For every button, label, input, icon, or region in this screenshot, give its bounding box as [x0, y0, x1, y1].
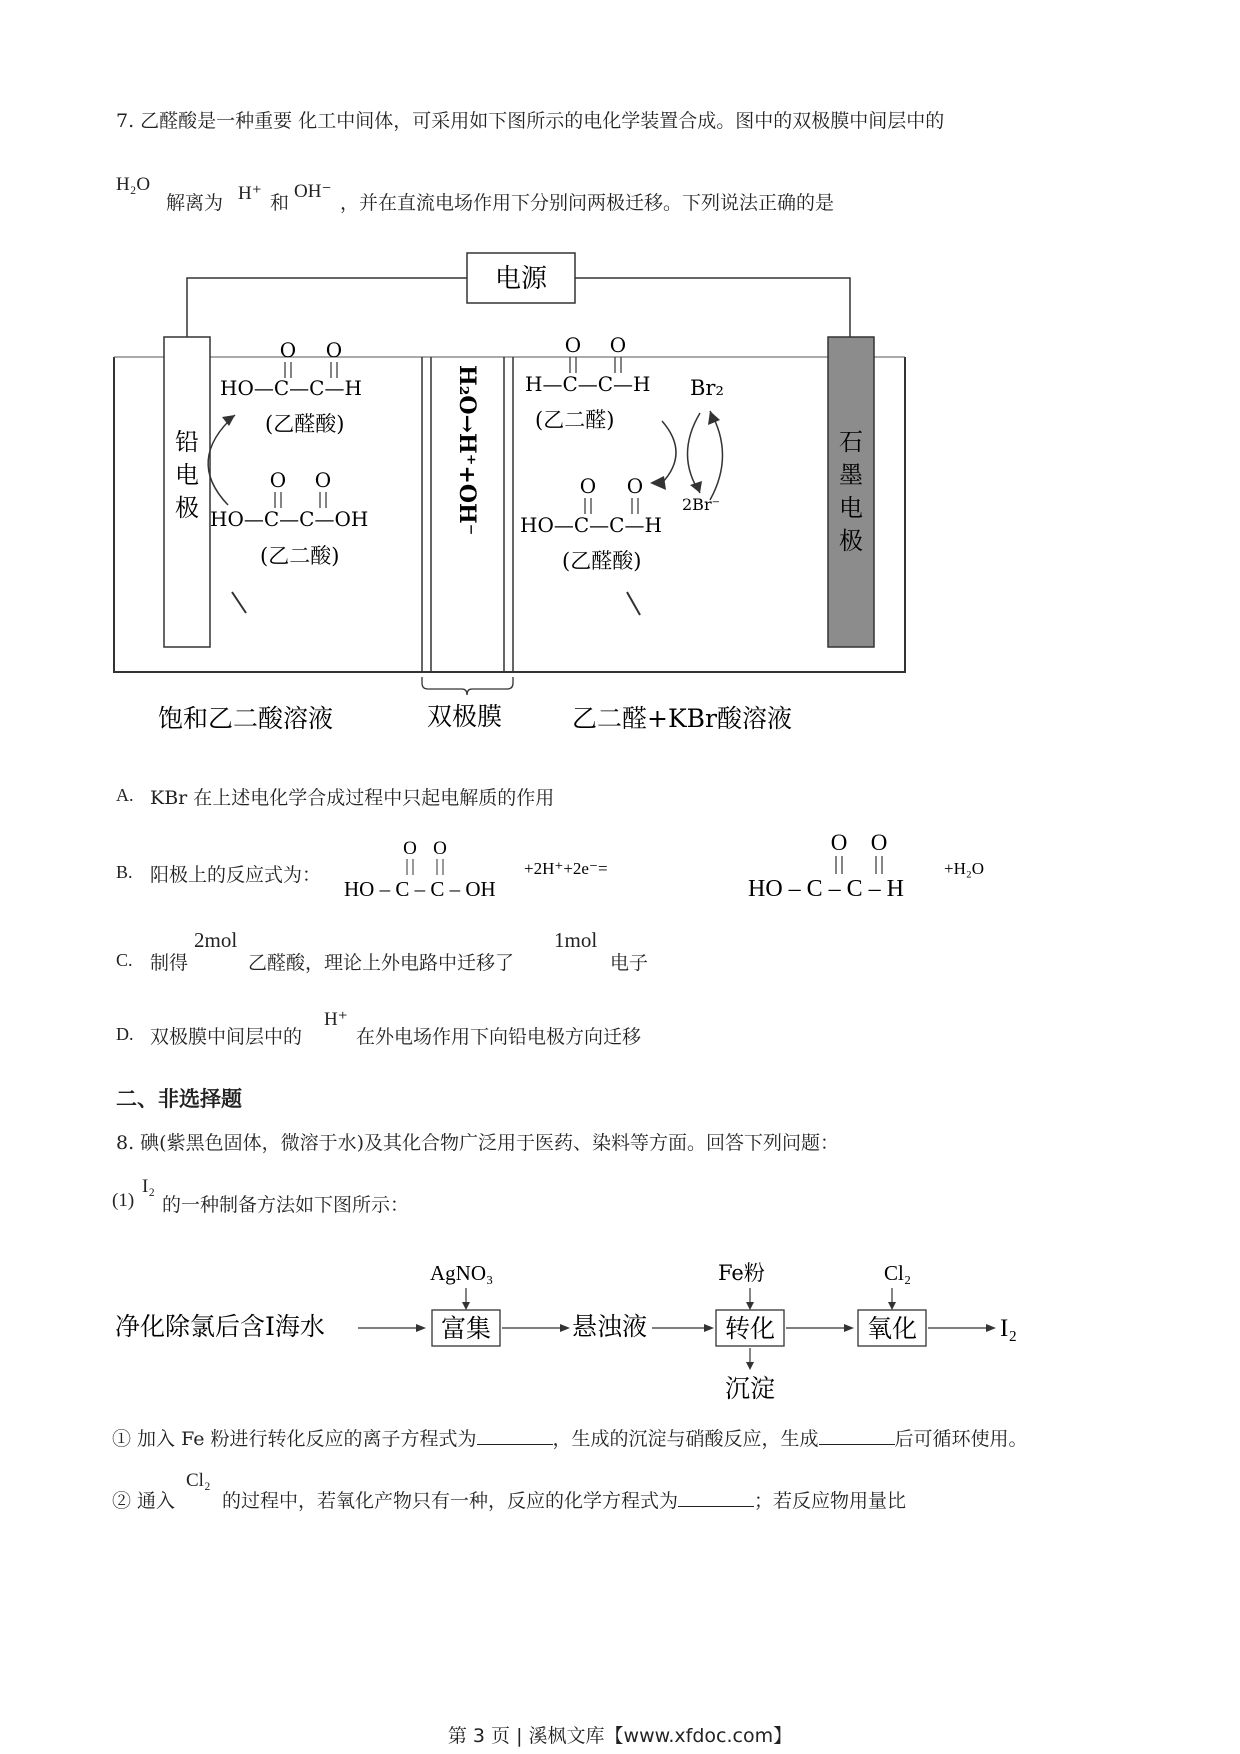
q8-sub1-i2: I₂ — [142, 1176, 155, 1197]
reaction-arrow-head — [690, 481, 702, 493]
br-minus-label: 2Br⁻ — [682, 495, 721, 514]
right-bottom-formula: HO—C—C—H — [520, 513, 662, 537]
reaction-arrow-head — [222, 415, 235, 426]
oxygen-label: O — [870, 832, 888, 855]
q8-line1: 8. 碘(紫黑色固体，微溶于水)及其化合物广泛用于医药、染料等方面。回答下列问题： — [116, 1132, 839, 1154]
reaction-arrow-head — [650, 476, 666, 490]
q8-q2-text1: ② 通入 — [112, 1490, 176, 1512]
option-c — [116, 928, 1116, 974]
q8-sub1 — [112, 1172, 712, 1218]
flow-arrow-head — [986, 1324, 996, 1332]
q7-line2 — [116, 170, 1116, 214]
b-electrons: +2H⁺+2e⁻= — [524, 859, 608, 878]
option-c-text2: 乙醛酸，理论上外电路中迁移了 — [248, 952, 515, 974]
reaction-arrow — [208, 415, 235, 505]
oxygen-label: O — [279, 338, 297, 362]
lead-electrode-char-2: 电 — [175, 461, 199, 489]
membrane-equation: H₂O→H⁺+OH⁻ — [454, 365, 480, 536]
graphite-electrode-char-1: 石 — [839, 428, 863, 456]
graphite-electrode-char-4: 极 — [839, 527, 863, 555]
answer-blank[interactable] — [819, 1426, 895, 1445]
q8-q2-text3: ；若反应物用量比 — [754, 1490, 907, 1512]
flow-arrow-head — [844, 1324, 854, 1332]
q8-sub1-label: (1) — [112, 1190, 135, 1211]
reagent-arrow-head — [462, 1302, 470, 1310]
option-d-text1: 双极膜中间层中的 — [150, 1026, 303, 1048]
flow-suspension: 悬浊液 — [572, 1312, 648, 1341]
answer-blank[interactable] — [678, 1488, 754, 1507]
br2-label: Br₂ — [690, 376, 724, 400]
flow-arrow-head — [416, 1324, 426, 1332]
h2o-formula: H₂O — [116, 174, 151, 195]
option-d-label: D. — [116, 1024, 134, 1044]
option-c-label: C. — [116, 950, 133, 970]
reaction-arrow — [710, 411, 723, 500]
q8-sub1-text: 的一种制备方法如下图所示： — [162, 1194, 410, 1216]
oxygen-label: O — [403, 838, 417, 859]
option-a-label: A. — [116, 785, 134, 805]
graphite-electrode-char-3: 电 — [839, 494, 863, 522]
label-right-solution: 乙二醛+KBr酸溶液 — [572, 704, 792, 733]
oxygen-label: O — [325, 338, 343, 362]
leader-line — [232, 592, 246, 613]
option-b-label: B. — [116, 862, 133, 882]
q8-q2-line — [222, 1486, 906, 1513]
oxygen-label: O — [626, 474, 644, 498]
oxygen-label: O — [269, 468, 287, 492]
q8-q1-text3: 后可循环使用。 — [894, 1428, 1028, 1450]
left-top-name: (乙醛酸) — [265, 412, 345, 436]
reagent-arrow-head — [888, 1302, 896, 1310]
membrane-brace — [422, 677, 513, 695]
wire-right — [575, 278, 850, 337]
option-c-amount2: 1mol — [554, 928, 598, 952]
b-water: +H₂O — [944, 859, 985, 878]
reagent-cl2: Cl₂ — [884, 1261, 912, 1285]
right-bottom-name: (乙醛酸) — [562, 549, 642, 573]
option-b-text: 阳极上的反应式为： — [150, 864, 322, 886]
option-c-text3: 电子 — [610, 952, 649, 974]
option-d-hplus: H⁺ — [324, 1009, 348, 1030]
oxygen-label: O — [564, 333, 582, 357]
electrolysis-diagram — [110, 245, 920, 750]
q7-line1: 7. 乙醛酸是一种重要 化工中间体，可采用如下图所示的电化学装置合成。图中的双极膜中间层中的 — [116, 110, 945, 132]
oh-minus: OH⁻ — [294, 181, 332, 202]
option-d — [116, 1002, 1116, 1048]
q8-q1 — [112, 1424, 1028, 1451]
graphite-electrode — [828, 337, 874, 647]
right-top-name: (乙二醛) — [535, 408, 615, 432]
reagent-fe: Fe粉 — [718, 1261, 765, 1285]
option-d-text2: 在外电场作用下向铅电极方向迁移 — [356, 1026, 642, 1048]
oxygen-label: O — [579, 474, 597, 498]
left-top-formula: HO—C—C—H — [220, 376, 362, 400]
left-bottom-name: (乙二酸) — [260, 544, 340, 568]
option-c-text1: 制得 — [150, 952, 189, 974]
precip-arrow-head — [746, 1362, 754, 1370]
q8-q2-text2: 的过程中，若氧化产物只有一种，反应的化学方程式为 — [222, 1490, 679, 1512]
answer-blank[interactable] — [477, 1426, 553, 1445]
iodine-flow-diagram — [110, 1252, 1070, 1412]
label-left-solution: 饱和乙二酸溶液 — [158, 704, 334, 733]
reaction-arrow-head — [708, 411, 720, 425]
h-plus: H⁺ — [238, 183, 262, 204]
box-oxidize-label: 氧化 — [866, 1314, 918, 1343]
oxygen-label: O — [830, 832, 848, 855]
q8-q1-text1: ① 加入 Fe 粉进行转化反应的离子方程式为 — [112, 1428, 477, 1450]
reaction-arrow — [688, 413, 701, 493]
glyoxylic-acid-formula: HO – C – C – H — [748, 876, 905, 902]
option-b-equation — [344, 832, 1004, 910]
flow-precipitate: 沉淀 — [724, 1374, 776, 1403]
oxalic-acid-formula: HO – C – C – OH — [344, 877, 496, 901]
oxygen-label: O — [609, 333, 627, 357]
section-title: 二、非选择题 — [116, 1086, 242, 1111]
q7-and: 和 — [270, 192, 290, 214]
lead-electrode-char-3: 极 — [175, 494, 199, 522]
power-label: 电源 — [494, 264, 548, 294]
page-footer: 第 3 页 | 溪枫文库【www.xfdoc.com】 — [447, 1725, 793, 1747]
option-c-amount1: 2mol — [194, 928, 238, 952]
reagent-arrow-head — [746, 1302, 754, 1310]
q8-q2-cl2: Cl₂ — [186, 1470, 211, 1491]
q8-q2 — [112, 1466, 1112, 1512]
oxygen-label: O — [314, 468, 332, 492]
box-enrich-label: 富集 — [440, 1314, 492, 1343]
lead-electrode-char-1: 铅 — [175, 428, 199, 456]
q7-dissociates: 解离为 — [166, 192, 224, 214]
flow-arrow-head — [560, 1324, 570, 1332]
option-b — [116, 832, 1116, 910]
flow-arrow-head — [704, 1324, 714, 1332]
option-a — [116, 783, 1116, 813]
flow-end-i2: I₂ — [1000, 1315, 1018, 1342]
leader-line — [627, 592, 640, 615]
label-bipolar-membrane: 双极膜 — [427, 702, 503, 731]
graphite-electrode-char-2: 墨 — [839, 461, 863, 489]
q7-line2-rest: ，并在直流电场作用下分别问两极迁移。下列说法正确的是 — [340, 192, 835, 214]
oxygen-label: O — [433, 838, 447, 859]
lead-electrode — [164, 337, 210, 647]
right-top-formula: H—C—C—H — [525, 372, 651, 396]
reaction-arrow — [662, 421, 676, 483]
flow-start: 净化除氯后含I海水 — [115, 1312, 325, 1341]
reagent-agno3: AgNO₃ — [430, 1261, 494, 1285]
option-a-text: KBr 在上述电化学合成过程中只起电解质的作用 — [150, 787, 555, 809]
left-bottom-formula: HO—C—C—OH — [210, 507, 369, 531]
box-convert-label: 转化 — [724, 1314, 776, 1343]
wire-left — [187, 278, 467, 337]
q8-q1-text2: ，生成的沉淀与硝酸反应，生成 — [552, 1428, 819, 1450]
